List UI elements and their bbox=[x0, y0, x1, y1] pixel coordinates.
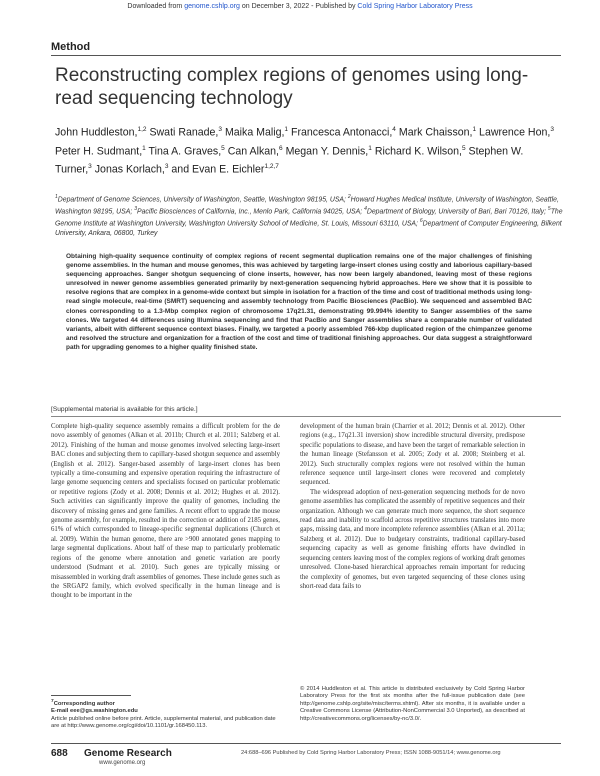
download-middle: on December 3, 2022 - Published by bbox=[241, 3, 356, 10]
author-affiliation-sup: 3 bbox=[88, 163, 92, 171]
header-rule bbox=[51, 55, 561, 56]
affiliation-sup: 1 bbox=[55, 194, 58, 200]
section-label: Method bbox=[51, 41, 91, 53]
affiliation-sup: 2 bbox=[347, 194, 351, 200]
author: Peter H. Sudmant, bbox=[55, 145, 143, 158]
download-banner bbox=[0, 3, 600, 10]
affiliation-sup: 3 bbox=[134, 205, 137, 212]
publisher-link[interactable]: Cold Spring Harbor Laboratory Press bbox=[357, 3, 473, 10]
author: John Huddleston, bbox=[55, 126, 138, 139]
author: Can Alkan, bbox=[227, 145, 279, 158]
supplemental-note: [Supplemental material is available for this article.] bbox=[51, 406, 198, 413]
article-note: Article published online before print. Article, supplemental material, and publication date are at http://www.genome.org/cgi/doi/10.1101/gr.168450.113. bbox=[51, 715, 276, 730]
body-paragraph: The widespread adoption of next-generation sequencing methods for de novo genome assemblies has complicated the assembly of repetitive sequences and their organization. Although we can generate much more sequence, the short sequence read data and inability to scaffold across repetitive structures translates into more gaps, missing data, and more incomplete reference assemblies (Alkan et al. 2011a; Salzberg et al. 2012). Due to budgetary constraints, traditional capillary-based sequencing capacity as well as genome finishing efforts have dwindled in sequencing centers leaving most of the complex regions of working draft genomes unresolved. Clone-based hierarchical approaches remain important for reducing the complexity of genomes, but even targeted sequencing of these clones using short-read data fails to bbox=[300, 488, 525, 590]
affiliation: Howard Hughes Medical Institute, University of Washington, Seattle, Washington 98195, USA; bbox=[55, 196, 559, 216]
affiliation: Department of Biology, University of Bari, Bari 70126, Italy; bbox=[366, 208, 546, 216]
author-affiliation-sup: 1 bbox=[368, 144, 372, 152]
abstract: Obtaining high-quality sequence continuity of complex regions of recent segmental duplication remains one of the major challenges of finishing genome assemblies. In the human and mouse genomes, this was achieved by targeting large-insert clones using costly and laborious capillary-based sequencing approaches. Sanger shotgun sequencing of clone inserts, however, has now been largely abandoned, leaving most of these regions unresolved in newer genome assemblies generated primarily by next-generation sequencing hybrid approaches. Here we show that it is possible to resolve regions that are complex in a genome-wide context but simple in isolation for a fraction of the time and cost of traditional methods using long-read single molecule, real-time (SMRT) sequencing and assembly technology from Pacific Biosciences (PacBio). We sequenced and assembled BAC clones corresponding to a 1.3-Mbp complex region of chromosome 17q21.31, demonstrating 99.994% identity to Sanger assemblies of the same clones. We targeted 44 differences using Illumina sequencing and find that PacBio and Sanger assemblies share a comparable number of validated variants, albeit with different sequence context biases. Finally, we targeted a poorly assembled 766-kbp duplicated region of the chimpanzee genome and resolved the structure and organization for a fraction of the cost and time of traditional finishing approaches. Our data suggest a straightforward path for upgrading genomes to a higher quality finished state. bbox=[66, 253, 532, 351]
footnote bbox=[51, 698, 280, 731]
footnote-rule bbox=[51, 695, 131, 696]
author: Stephen W. Turner, bbox=[55, 145, 524, 176]
author-affiliation-sup: 5 bbox=[461, 144, 466, 152]
author-affiliation-sup: 5 bbox=[221, 144, 225, 152]
author-affiliation-sup: 1 bbox=[142, 144, 146, 152]
author: Jonas Korlach, bbox=[94, 164, 165, 176]
affiliation: The Genome Institute at Washington University, Washington University School of Medicine, St. Louis, Missouri 63110, USA; bbox=[55, 208, 563, 228]
author-affiliation-sup: 1,2,7 bbox=[264, 163, 279, 171]
affiliation: Pacific Biosciences of California, Inc., Menlo Park, California 94025, USA; bbox=[136, 208, 363, 216]
affiliation-sup: 5 bbox=[547, 205, 551, 212]
author-affiliation-sup: 1,2 bbox=[137, 126, 147, 133]
body-column-left bbox=[51, 422, 280, 601]
affiliation: Department of Computer Engineering, Bilkent University, Ankara, 06800, Turkey bbox=[55, 220, 562, 237]
author: Tina A. Graves, bbox=[148, 145, 222, 158]
body-paragraph: development of the human brain (Charrier et al. 2012; Dennis et al. 2012). Other regions (e.g., 17q21.31 inversion) show incredible structural diversity, predispose specific populations to disease, and have been the target of remarkable selection in the human lineage (Stefansson et al. 2005; Zody et al. 2008; Steinberg et al. 2012). Such structurally complex regions were not resolved within the human reference sequence until large-insert clones were recovered and completely sequenced. bbox=[300, 423, 525, 487]
author-affiliation-sup: 1 bbox=[284, 126, 289, 133]
author: Mark Chaisson, bbox=[398, 126, 473, 139]
author: Richard K. Wilson, bbox=[374, 145, 462, 158]
affiliation-sup: 4 bbox=[364, 205, 367, 212]
corresponding-author bbox=[51, 698, 280, 708]
author-list bbox=[55, 122, 560, 178]
license-note: © 2014 Huddleston et al. This article is distributed exclusively by Cold Spring Harbor Laboratory Press for the first six months after the full-issue publication date (see http://genome.cshlp.org/site/misc/terms.xhtml). After six months, it is available under a Creative Commons License (Attribution-NonCommercial 3.0 Unported), as described at http://creativecommons.org/licenses/by-nc/3.0/. bbox=[300, 686, 525, 722]
corresponding-label: Corresponding author bbox=[53, 700, 115, 707]
corresponding-sup: 7 bbox=[51, 699, 54, 704]
author-affiliation-sup: 4 bbox=[392, 126, 396, 133]
author: Francesca Antonacci, bbox=[291, 126, 393, 139]
body-column-right bbox=[300, 422, 525, 591]
affiliation: Department of Genome Sciences, University of Washington, Seattle, Washington 98195, USA; bbox=[57, 196, 346, 204]
author: Swati Ranade, bbox=[149, 126, 219, 139]
page-number: 688 bbox=[51, 748, 68, 759]
download-prefix: Downloaded from bbox=[127, 3, 183, 10]
author-affiliation-sup: 3 bbox=[550, 126, 554, 133]
author-email: E-mail eee@gs.washington.edu bbox=[51, 708, 138, 715]
supplemental-rule bbox=[51, 416, 561, 417]
journal-url[interactable]: www.genome.org bbox=[99, 760, 146, 766]
affiliation-sup: 6 bbox=[419, 217, 423, 224]
author-affiliation-sup: 6 bbox=[279, 144, 283, 152]
site-link[interactable]: genome.cshlp.org bbox=[184, 3, 240, 10]
bottom-rule bbox=[51, 743, 561, 744]
body-paragraph: Complete high-quality sequence assembly remains a difficult problem for the de novo assembly of genomes (Alkan et al. 2011b; Church et al. 2011; Salzberg et al. 2012). Finishing of the human and mouse genomes involved selecting large-insert BAC clones and subjecting them to capillary-based shotgun sequence and assembly (English et al. 2012). Sanger-based assembly of large-insert clones has been typically a time-consuming and expensive operation requiring the infrastructure of large genome sequencing centers and specialists focused on particular problematic or repetitive regions (Zody et al. 2008; Dennis et al. 2012; Hughes et al. 2012). Such activities can significantly improve the quality of genomes, including the discovery of missing genes and gene families. A recent effort to upgrade the mouse genome assembly, for example, resulted in the correction or addition of 2185 genes, 61% of which corresponded to lineage-specific segmental duplications (Church et al. 2009). Within the human genome, there are >900 annotated genes mapping to large segmental duplications. About half of these map to particularly problematic regions of the genome where annotation and genetic variation are poorly understood (Sudmant et al. 2010). Such genes are typically missing or misassembled in working draft assemblies of genomes. These include genes such as the SRGAP2 family, which evolved specifically in the human lineage and is thought to be important in the bbox=[51, 423, 280, 600]
author: and Evan E. Eichler bbox=[171, 164, 265, 176]
publication-line: 24:688–696 Published by Cold Spring Harbor Laboratory Press; ISSN 1088-9051/14; www.genome.org bbox=[241, 750, 501, 756]
author-affiliation-sup: 3 bbox=[218, 126, 222, 133]
author: Lawrence Hon, bbox=[479, 126, 551, 139]
author: Maika Malig, bbox=[224, 126, 285, 139]
author-affiliation-sup: 3 bbox=[164, 163, 169, 171]
paper-title: Reconstructing complex regions of genomes using long-read sequencing technology bbox=[55, 65, 529, 109]
author-affiliation-sup: 1 bbox=[472, 126, 477, 133]
affiliations bbox=[55, 193, 565, 238]
author: Megan Y. Dennis, bbox=[285, 145, 369, 158]
journal-name: Genome Research bbox=[84, 748, 172, 759]
